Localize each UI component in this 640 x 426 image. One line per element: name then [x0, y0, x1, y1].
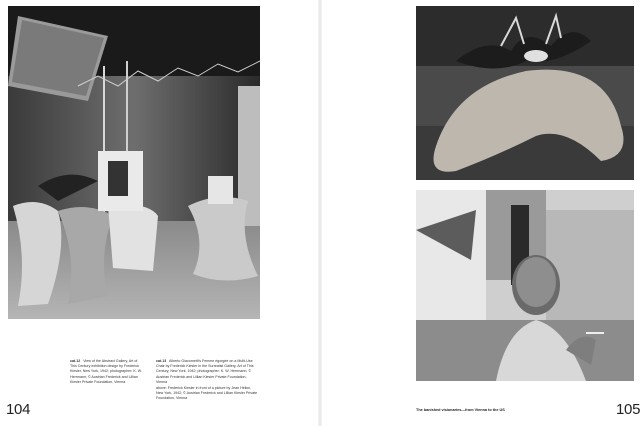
- caption-text: Alberto Giacometti's Femme égorgée on a Multi-Use Chair by Frederick Kiesler in the Surrealist Gallery, Art of This Century, New York, 1942; photographer: K. W. Herrmann; © Austrian Frederick and Lillian Kiesler Private Foundation, Vienna: [156, 359, 254, 384]
- figure-caption: [70, 359, 144, 385]
- figure-caption: [156, 359, 258, 403]
- portrait-photo: [416, 190, 634, 381]
- page-number-left: 104: [6, 401, 31, 418]
- caption-text-secondary: above: Frederick Kiesler in front of a picture by Jean Hélion, New York, 1942; © Austrian Frederick and Lillian Kiesler Private Foundation, Vienna: [156, 386, 258, 401]
- caption-text: View of the Abstract Gallery, Art of This Century exhibition design by Frederick Kiesler, New York, 1942; photographer: K. W. Herrmann; © Austrian Frederick and Lillian Kiesler Private Foundation, Vienna: [70, 359, 142, 384]
- figure-number: cat.12: [70, 359, 81, 363]
- gallery-installation-photo: [8, 6, 260, 319]
- figure-number: cat.13: [156, 359, 167, 363]
- running-head: The banished visionaries—from Vienna to the US: [416, 408, 505, 412]
- sculpture-on-chair-photo: [416, 6, 634, 180]
- book-gutter: [318, 0, 322, 426]
- page-number-right: 105: [616, 401, 640, 418]
